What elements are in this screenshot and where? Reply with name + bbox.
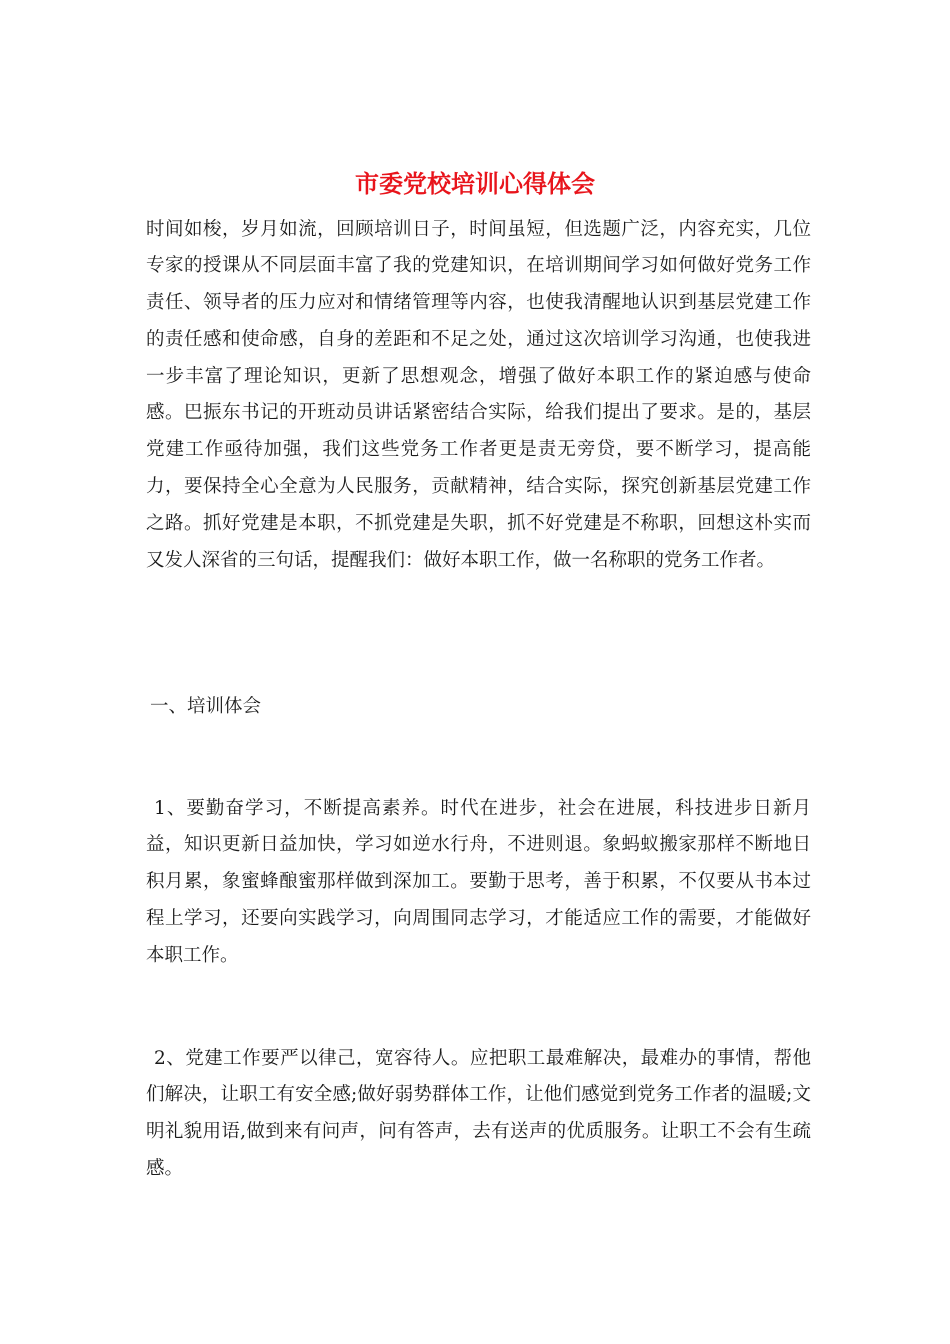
list-item-1: 1、要勤奋学习，不断提高素养。时代在进步，社会在进展，科技进步日新月益，知识更新日益加快，学习如逆水行舟，不进则退。象蚂蚁搬家那样不断地日积月累，象蜜蜂酿蜜那样做到深加工。要勤于思考，善于积累，不仅要从书本过程上学习，还要向实践学习，向周围同志学习，才能适应工作的需要，才能做好本职工作。 [146,797,811,966]
document-title: 市委党校培训心得体会 [355,169,595,199]
intro-paragraph: 时间如梭，岁月如流，回顾培训日子，时间虽短，但选题广泛，内容充实，几位专家的授课从不同层面丰富了我的党建知识，在培训期间学习如何做好党务工作责任、领导者的压力应对和情绪管理等内容，也使我清醒地认识到基层党建工作的责任感和使命感，自身的差距和不足之处，通过这次培训学习沟通，也使我进一步丰富了理论知识，更新了思想观念，增强了做好本职工作的紧迫感与使命感。巴振东书记的开班动员讲话紧密结合实际，给我们提出了要求。是的，基层党建工作亟待加强，我们这些党务工作者更是责无旁贷，要不断学习，提高能力，要保持全心全意为人民服务，贡献精神，结合实际，探究创新基层党建工作之路。抓好党建是本职，不抓党建是失职，抓不好党建是不称职，回想这朴实而又发人深省的三句话，提醒我们：做好本职工作，做一名称职的党务工作者。 [146,218,811,571]
section-heading: 一、培训体会 [150,695,262,717]
list-item-2: 2、党建工作要严以律己，宽容待人。应把职工最难解决，最难办的事情，帮他们解决，让职工有安全感;做好弱势群体工作，让他们感觉到党务工作者的温暖;文明礼貌用语,做到来有问声，问有答声，去有送声的优质服务。让职工不会有生疏感。 [146,1047,811,1179]
